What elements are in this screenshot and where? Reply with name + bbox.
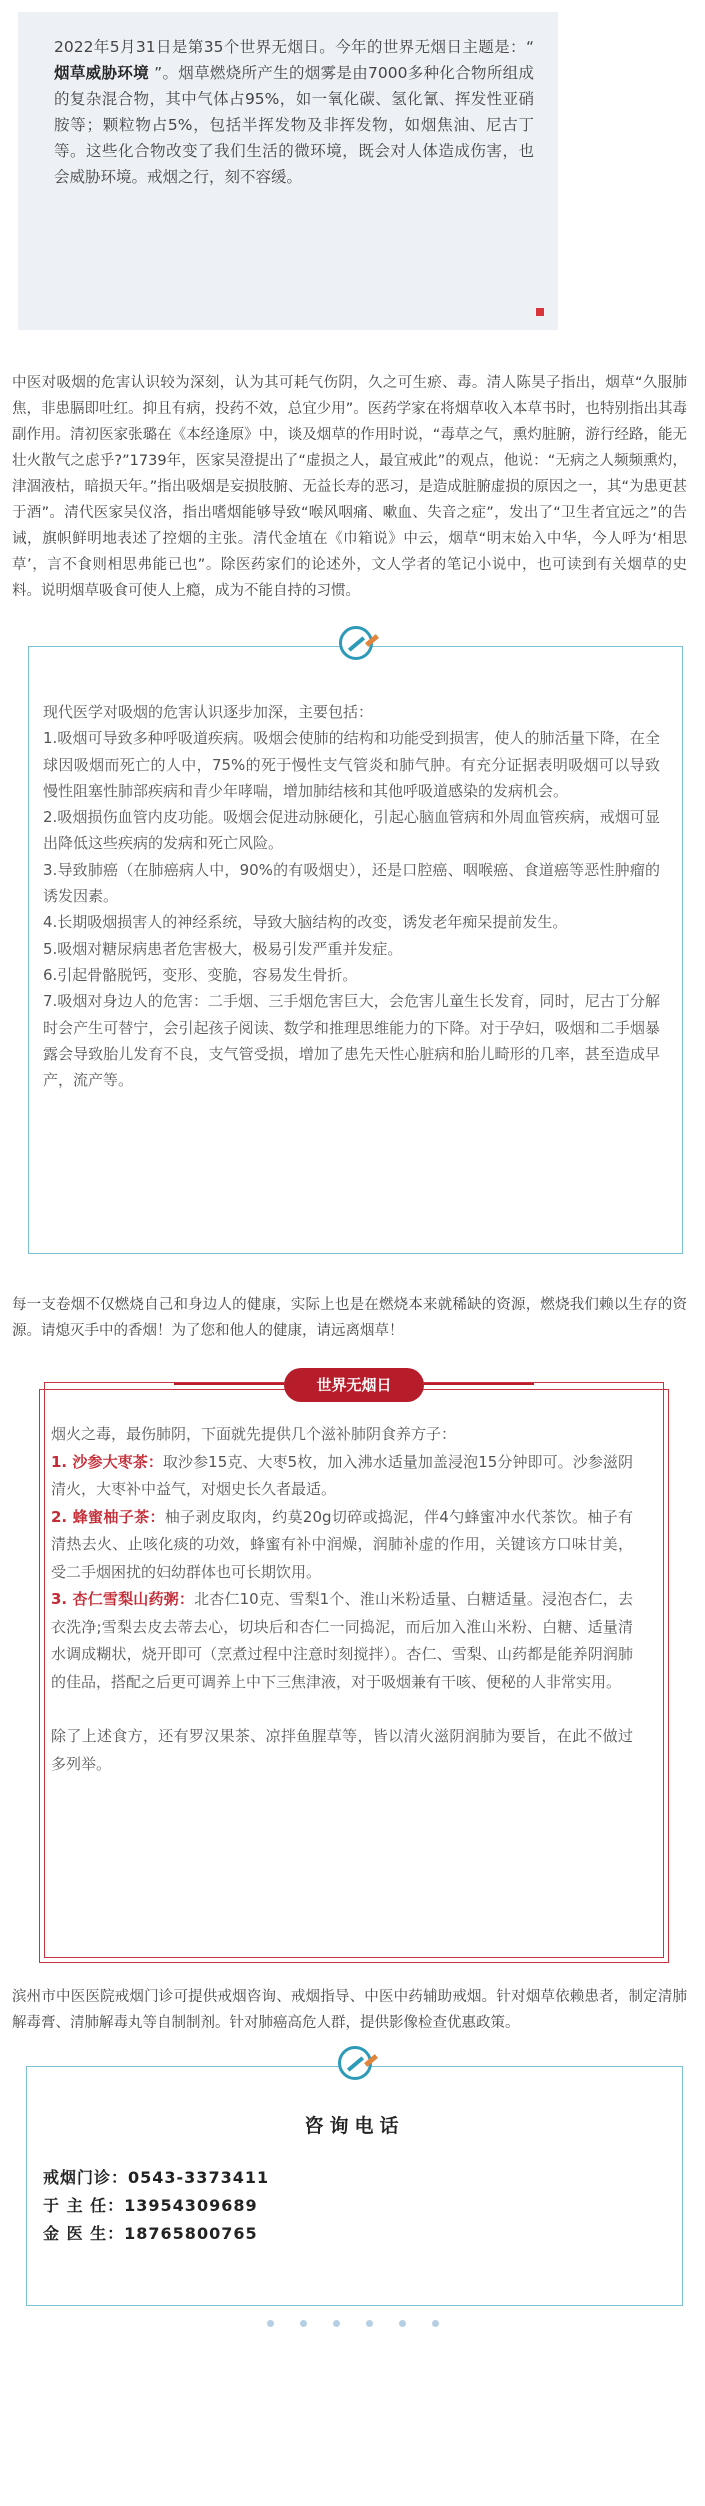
intro-text (54, 34, 534, 190)
recipe-title: 3. 杏仁雪梨山药粥： (51, 1590, 195, 1608)
intro-part1: 2022年5月31日是第35个世界无烟日。今年的世界无烟日主题是：“ (54, 38, 534, 56)
recipe-title: 1. 沙参大枣茶： (51, 1452, 163, 1471)
modern-intro: 现代医学对吸烟的危害认识逐步加深，主要包括： (43, 703, 374, 721)
recipes-banner: 世界无烟日 (284, 1368, 424, 1402)
recipe-item (51, 1504, 633, 1587)
modern-item-2: 2.吸烟损伤血管内皮功能。吸烟会促进动脉硬化，引起心脑血管病和外周血管疾病，戒烟可显出降低这些疾病的发病和死亡风险。 (43, 808, 660, 853)
footer-dots (0, 2320, 705, 2327)
intro-theme: 烟草威胁环境 (54, 64, 149, 82)
contact-row-doctor: 金 医 生：18765800765 (43, 2224, 258, 2243)
modern-medicine-box (28, 646, 683, 1254)
modern-item-7: 7.吸烟对身边人的危害：二手烟、三手烟危害巨大，会危害儿童生长发育，同时，尼古丁分解时会产生可替宁，会引起孩子阅读、数学和推理思维能力的下降。对于孕妇，吸烟和二手烟暴露会导致胎儿发育不良，支气管受损，增加了患先天性心脏病和胎儿畸形的几率，甚至造成早产，流产等。 (43, 992, 660, 1090)
contact-row-clinic: 戒烟门诊：0543-3373411 (43, 2168, 270, 2187)
dot (366, 2320, 373, 2327)
recipes-section (44, 1376, 664, 1958)
modern-item-6: 6.引起骨骼脱钙，变形、变脆，容易发生骨折。 (43, 965, 358, 984)
dot (300, 2320, 307, 2327)
recipe-text: 柚子剥皮取肉，约莫20g切碎或捣泥，伴4勺蜂蜜冲水代茶饮。柚子有清热去火、止咳化痰的功效，蜂蜜有补中润燥，润肺补虚的作用，关键该方口味甘美，受二手烟困扰的妇幼群体也可长期饮用。 (51, 1507, 634, 1581)
modern-item-1: 1.吸烟可导致多种呼吸道疾病。吸烟会使肺的结构和功能受到损害，使人的肺活量下降，在全球因吸烟而死亡的人中，75%的死于慢性支气管炎和肺气肿。有充分证据表明吸烟可以导致慢性阻塞性肺部疾病和青少年哮喘，增加肺结核和其他呼吸道感染的发病机会。 (43, 729, 660, 800)
modern-item-4: 4.长期吸烟损害人的神经系统，导致大脑结构的改变，诱发老年痴呆提前发生。 (43, 913, 568, 932)
contact-box (26, 2066, 683, 2306)
recipe-item (51, 1586, 633, 1696)
dot (432, 2320, 439, 2327)
recipe-text: 取沙参15克、大枣5枚，加入沸水适量加盖浸泡15分钟即可。沙参滋阴清火，大枣补中益气，对烟史长久者最适。 (51, 1452, 633, 1498)
no-smoking-icon (339, 626, 373, 660)
appeal-paragraph: 每一支卷烟不仅燃烧自己和身边人的健康，实际上也是在燃烧本来就稀缺的资源，燃烧我们赖以生存的资源。请熄灭手中的香烟！为了您和他人的健康，请远离烟草！ (12, 1297, 687, 1339)
contact-title: 咨询电话 (304, 2115, 405, 2137)
hospital-paragraph: 滨州市中医医院戒烟门诊可提供戒烟咨询、戒烟指导、中医中药辅助戒烟。针对烟草依赖患者，制定清肺解毒膏、清肺解毒丸等自制制剂。针对肺癌高危人群，提供影像检查优惠政策。 (12, 1989, 687, 2031)
modern-medicine-section (28, 646, 683, 1254)
recipes-box (44, 1382, 664, 1958)
intro-box (18, 12, 558, 330)
recipe-text: 北杏仁10克、雪梨1个、淮山米粉适量、白糖适量。浸泡杏仁，去衣洗净;雪梨去皮去蒂去心，切块后和杏仁一同捣泥，而后加入淮山米粉、白糖、适量清水调成糊状，烧开即可（烹煮过程中注意时刻搅拌）。杏仁、雪梨、山药都是能养阴润肺的佳品，搭配之后更可调养上中下三焦津液，对于吸烟兼有干咳、便秘的人非常实用。 (51, 1590, 633, 1691)
icon-wrap (26, 2046, 683, 2080)
tcm-paragraph: 中医对吸烟的危害认识较为深刻，认为其可耗气伤阴，久之可生瘀、毒。清人陈昊子指出，烟草“久服肺焦，非患膈即吐红。抑且有病，投药不效，总宜少用”。医药学家在将烟草收入本草书时，也特别指出其毒副作用。清初医家张璐在《本经逢原》中，谈及烟草的作用时说，“毒草之气，熏灼脏腑，游行经路，能无壮火散气之虑乎?”1739年，医家吴澄提出了“虚损之人，最宜戒此”的观点，他说：“无病之人频频熏灼，津涸液枯，暗损天年。”指出吸烟是妄损肢腑、无益长寿的恶习，是造成脏腑虚损的原因之一，其“为患更甚于酒”。清代医家吴仪洛，指出嗜烟能够导致“喉风咽痛、嗽血、失音之症”，发出了“卫生者宜远之”的告诫，旗帜鲜明地表述了控烟的主张。清代金埴在《巾箱说》中云，烟草“明末始入中华，今人呼为‘相思草’，言不食则相思弗能已也”。除医药家们的论述外，文人学者的笔记小说中，也可读到有关烟草的史料。说明烟草吸食可使人上瘾，成为不能自持的习惯。 (12, 375, 687, 599)
dot (267, 2320, 274, 2327)
modern-item-3: 3.导致肺癌（在肺癌病人中，90%的有吸烟史），还是口腔癌、咽喉癌、食道癌等恶性肿瘤的诱发因素。 (43, 860, 660, 906)
intro-part2: ”。烟草燃烧所产生的烟雾是由7000多种化合物所组成的复杂混合物，其中气体占95%，如一氧化碳、氢化氰、挥发性亚硝胺等；颗粒物占5%，包括半挥发物及非挥发物，如烟焦油、尼古丁等。这些化合物改变了我们生活的微环境，既会对人体造成伤害，也会威胁环境。戒烟之行，刻不容缓。 (54, 64, 534, 186)
recipe-item (51, 1449, 633, 1504)
dot (399, 2320, 406, 2327)
recipe-title: 2. 蜂蜜柚子茶： (51, 1507, 165, 1526)
dot (333, 2320, 340, 2327)
icon-wrap (28, 626, 683, 660)
modern-item-5: 5.吸烟对糖尿病患者危害极大，极易引发严重并发症。 (43, 939, 403, 958)
corner-mark (536, 308, 544, 316)
recipes-intro: 烟火之毒，最伤肺阴，下面就先提供几个滋补肺阴食养方子： (51, 1425, 457, 1443)
contact-row-director: 于 主 任：13954309689 (43, 2196, 258, 2215)
no-smoking-icon (338, 2046, 372, 2080)
recipes-outro: 除了上述食方，还有罗汉果茶、凉拌鱼腥草等，皆以清火滋阴润肺为要旨，在此不做过多列举。 (51, 1727, 633, 1773)
contact-section (26, 2066, 683, 2306)
